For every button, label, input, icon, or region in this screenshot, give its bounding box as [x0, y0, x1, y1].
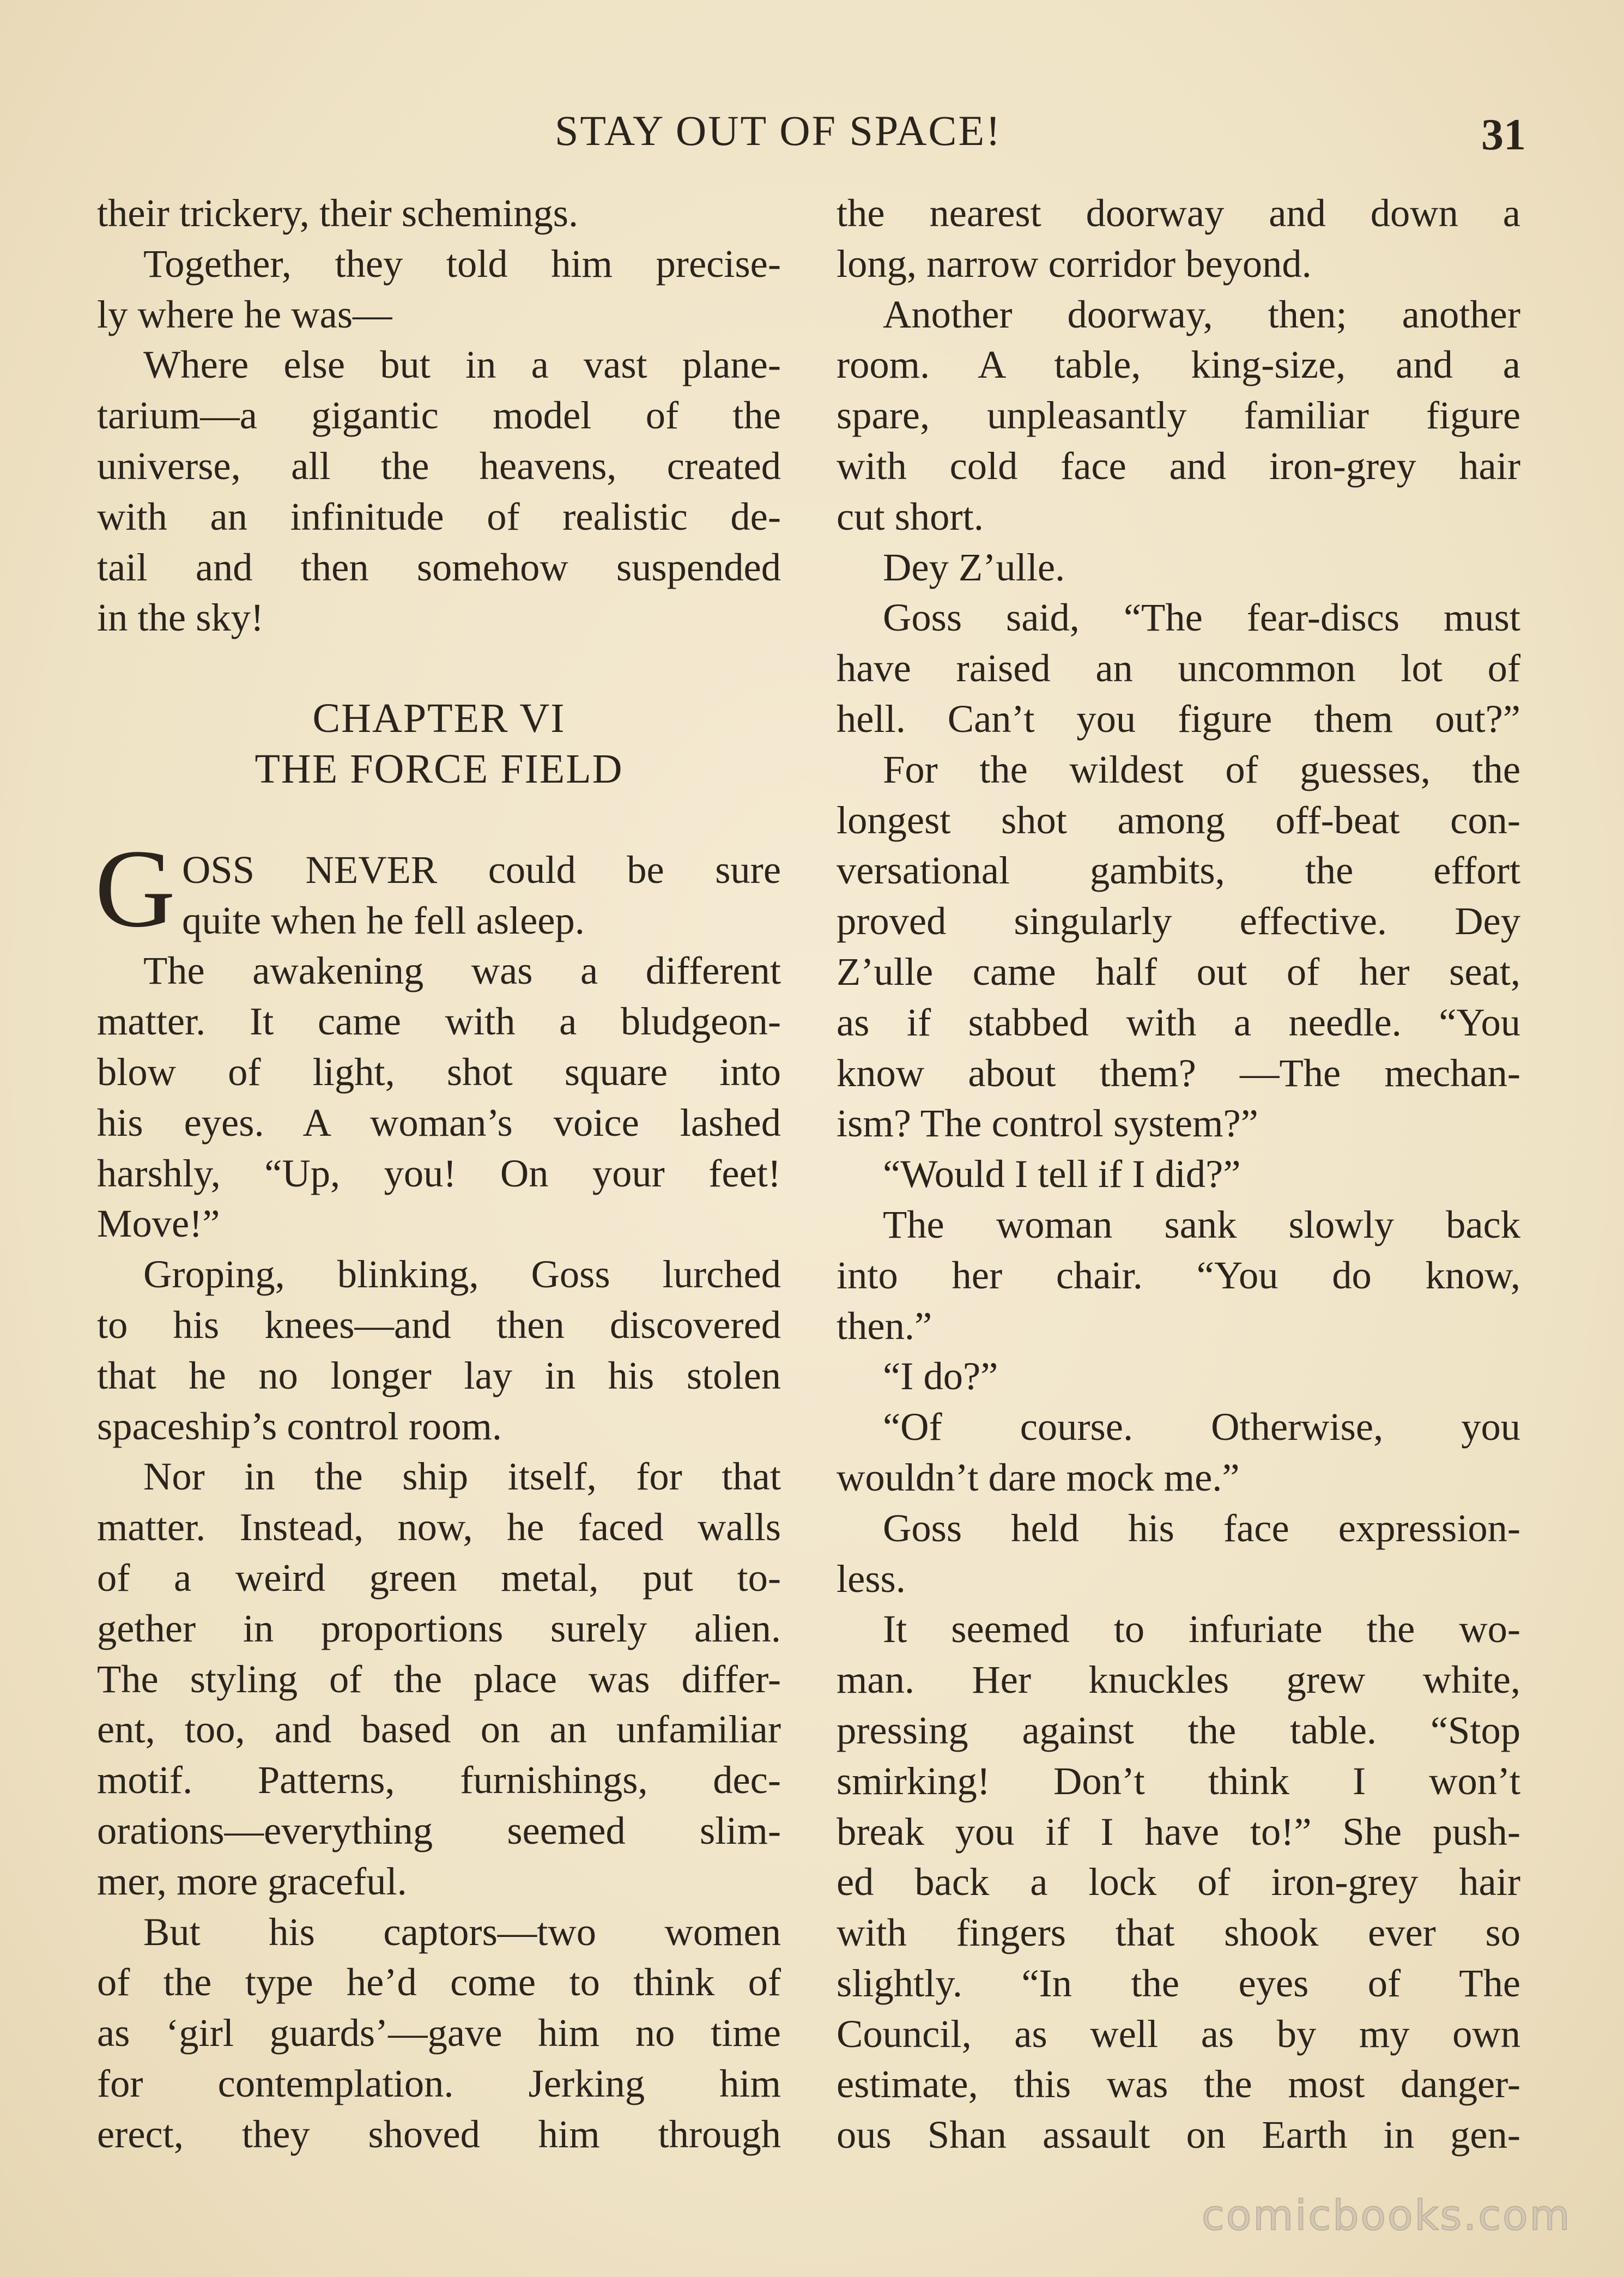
left-column [97, 188, 781, 2159]
text-line: to his knees—and then discovered [97, 1302, 781, 1347]
text-line: have raised an uncommon lot of [837, 646, 1520, 691]
text-line: slightly. “In the eyes of The [837, 1960, 1520, 2005]
text-line: “I do?” [883, 1354, 998, 1398]
text-line: orations—everything seemed slim- [97, 1808, 781, 1852]
text-line: smirking! Don’t think I won’t [837, 1758, 1520, 1803]
text-line: Move!” [97, 1201, 220, 1246]
text-line: spaceship’s control room. [97, 1403, 502, 1448]
text-line: with fingers that shook ever so [837, 1910, 1520, 1955]
text-line: ent, too, and based on an unfamiliar [97, 1707, 781, 1752]
right-column-text [837, 188, 1520, 2160]
text-line: man. Her knuckles grew white, [837, 1657, 1520, 1702]
text-line: mer, more graceful. [97, 1858, 407, 1903]
text-line: motif. Patterns, furnishings, dec- [97, 1758, 781, 1802]
text-line: “Of course. Otherwise, you [883, 1404, 1520, 1449]
left-column-text-top [97, 188, 781, 643]
text-line: wouldn’t dare mock me.” [837, 1455, 1240, 1499]
text-line: into her chair. “You do know, [837, 1252, 1520, 1297]
text-line: quite when he fell asleep. [182, 898, 585, 942]
text-line: tail and then somehow suspended [97, 544, 781, 589]
text-line: Goss held his face expression- [883, 1505, 1520, 1550]
text-line: then.” [837, 1303, 932, 1348]
running-title: STAY OUT OF SPACE! [555, 107, 1002, 154]
text-line: as ‘girl guards’—gave him no time [97, 2010, 781, 2055]
text-line: matter. Instead, now, he faced walls [97, 1505, 781, 1549]
text-line: spare, unpleasantly familiar figure [837, 393, 1520, 438]
chapter-number: CHAPTER VI [312, 695, 566, 742]
text-line: with cold face and iron-grey hair [837, 443, 1520, 488]
text-line: of a weird green metal, put to- [97, 1555, 781, 1600]
text-line: with an infinitude of realistic de- [97, 494, 781, 538]
text-line: room. A table, king-size, and a [837, 342, 1520, 387]
text-line: Council, as well as by my own [837, 2011, 1520, 2056]
left-column-text-bottom [97, 946, 781, 2159]
chapter-heading [97, 693, 781, 795]
text-line: long, narrow corridor beyond. [837, 241, 1312, 286]
text-line: OSS NEVER could be sure [182, 847, 781, 892]
text-line: Groping, blinking, Goss lurched [143, 1252, 781, 1297]
text-line: Where else but in a vast plane- [143, 342, 781, 387]
text-line: for contemplation. Jerking him [97, 2061, 781, 2105]
text-line: as if stabbed with a needle. “You [837, 1000, 1520, 1044]
text-line: estimate, this was the most danger- [837, 2062, 1520, 2106]
text-line: gether in proportions surely alien. [97, 1606, 781, 1650]
chapter-title: THE FORCE FIELD [254, 746, 623, 792]
text-line: the nearest doorway and down a [837, 191, 1520, 235]
text-line: Dey Z’ulle. [883, 544, 1065, 589]
text-line: in the sky! [97, 595, 264, 640]
right-column [837, 188, 1520, 2160]
text-line: tarium—a gigantic model of the [97, 393, 781, 438]
text-line: cut short. [837, 494, 984, 538]
text-line: break you if I have to!” She push- [837, 1809, 1520, 1854]
text-line: less. [837, 1556, 906, 1601]
text-line: ism? The control system?” [837, 1101, 1258, 1146]
text-line: his eyes. A woman’s voice lashed [97, 1100, 781, 1144]
text-line: erect, they shoved him through [97, 2111, 781, 2156]
text-line: For the wildest of guesses, the [883, 747, 1520, 791]
text-line: universe, all the heavens, created [97, 443, 781, 488]
text-line: harshly, “Up, you! On your feet! [97, 1150, 781, 1195]
text-line: blow of light, shot square into [97, 1049, 781, 1094]
text-line: Another doorway, then; another [883, 292, 1520, 336]
chapter-opening [95, 826, 781, 950]
text-line: pressing against the table. “Stop [837, 1707, 1520, 1752]
page-number: 31 [1481, 110, 1526, 159]
drop-cap: G [95, 826, 176, 950]
text-line: It seemed to infuriate the wo- [883, 1607, 1520, 1651]
text-line: of the type he’d come to think of [97, 1960, 781, 2005]
text-line: The awakening was a different [143, 948, 781, 993]
text-line: But his captors—two women [143, 1909, 781, 1954]
text-line: hell. Can’t you figure them out?” [837, 696, 1520, 741]
text-line: versational gambits, the effort [837, 848, 1520, 893]
text-line: know about them? —The mechan- [837, 1050, 1520, 1095]
text-line: proved singularly effective. Dey [837, 899, 1520, 943]
page-header [0, 106, 1624, 166]
text-line: longest shot among off-beat con- [837, 797, 1520, 842]
watermark: comicbooks.com [1202, 2191, 1572, 2239]
text-line: matter. It came with a bludgeon- [97, 999, 781, 1044]
text-line: ous Shan assault on Earth in gen- [837, 2112, 1520, 2157]
text-line: Goss said, “The fear-discs must [883, 595, 1520, 640]
text-line: “Would I tell if I did?” [883, 1152, 1241, 1196]
text-line: Together, they told him precise- [143, 241, 781, 286]
text-line: that he no longer lay in his stolen [97, 1353, 781, 1397]
text-line: The styling of the place was differ- [97, 1656, 781, 1701]
text-line: The woman sank slowly back [883, 1202, 1520, 1246]
text-line: Z’ulle came half out of her seat, [837, 949, 1520, 994]
text-line: ly where he was— [97, 292, 392, 336]
text-line: Nor in the ship itself, for that [143, 1454, 781, 1499]
text-line: their trickery, their schemings. [97, 191, 579, 235]
text-line: ed back a lock of iron-grey hair [837, 1860, 1520, 1904]
